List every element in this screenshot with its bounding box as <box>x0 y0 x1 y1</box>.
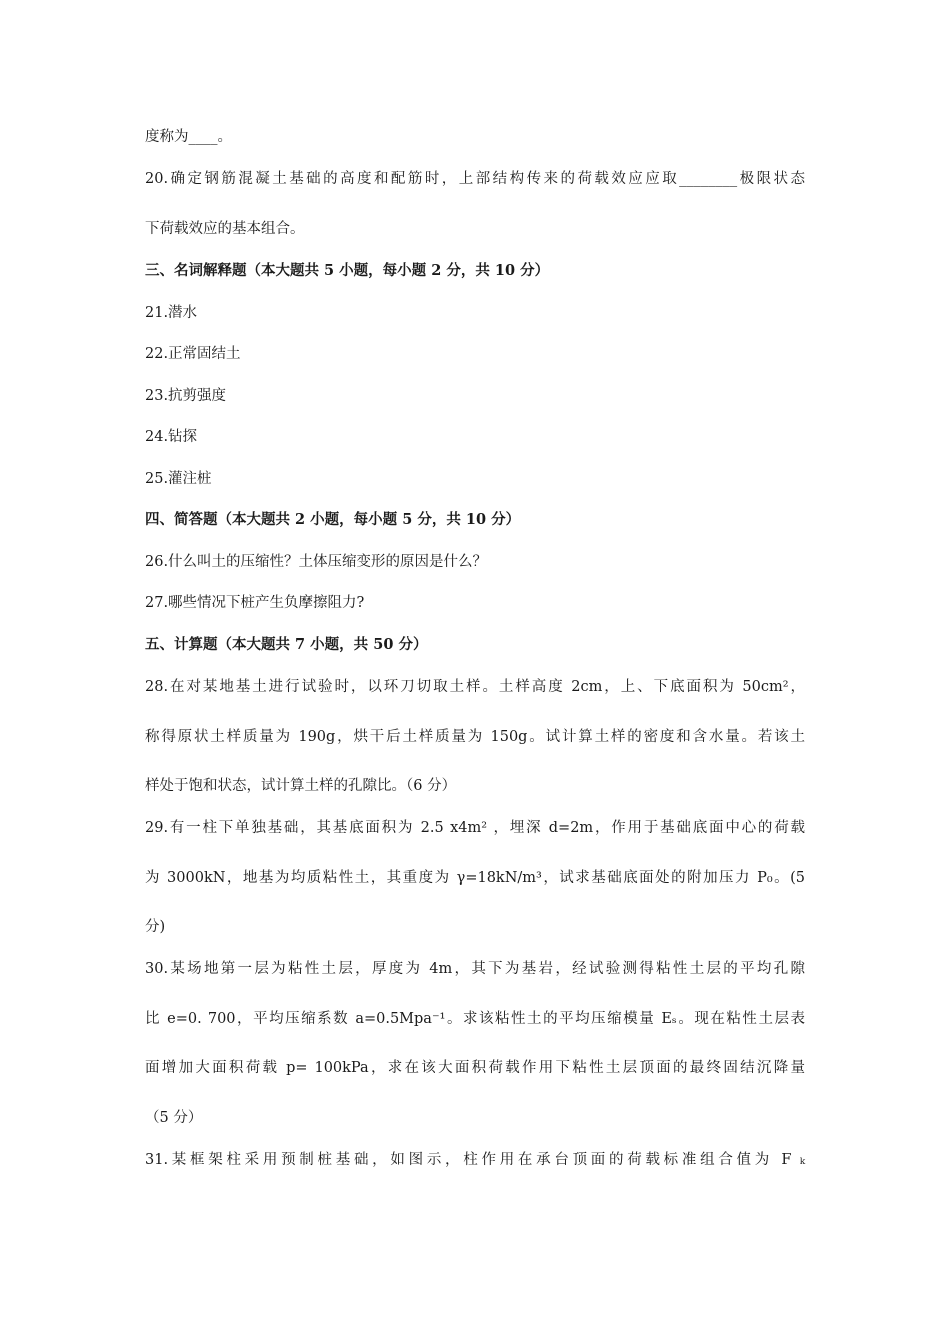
text-line: 样处于饱和状态，试计算土样的孔隙比。（6 分） <box>145 778 457 794</box>
question-28: 28.在对某地基土进行试验时，以环刀切取土样。土样高度 2cm，上、下底面积为 50cm²， <box>145 679 805 695</box>
section-heading-3: 三、名词解释题（本大题共 5 小题，每小题 2 分，共 10 分） <box>145 262 550 279</box>
text-line: 下荷载效应的基本组合。 <box>145 221 305 237</box>
question-27: 27.哪些情况下桩产生负摩擦阻力? <box>145 595 365 611</box>
text-line: 为 3000kN，地基为均质粘性土，其重度为 γ=18kN/m³，试求基础底面处的附加压力 P₀。(5 <box>145 870 805 886</box>
text-line: 称得原状土样质量为 190g，烘干后土样质量为 150g。试计算土样的密度和含水量。若该土 <box>145 729 805 745</box>
text-line: 度称为____。 <box>145 129 232 145</box>
question-25: 25.灌注桩 <box>145 471 212 487</box>
question-30: 30.某场地第一层为粘性土层，厚度为 4m，其下为基岩，经试验测得粘性土层的平均孔隙 <box>145 961 805 977</box>
text-line: （5 分） <box>145 1110 203 1126</box>
text-line: 比 e=0. 700，平均压缩系数 a=0.5Mpa⁻¹。求该粘性土的平均压缩模量 Eₛ。现在粘性土层表 <box>145 1011 805 1027</box>
question-24: 24.钻探 <box>145 429 198 445</box>
question-21: 21.潜水 <box>145 305 198 321</box>
question-22: 22.正常固结土 <box>145 346 241 362</box>
section-heading-5: 五、计算题（本大题共 7 小题，共 50 分） <box>145 636 428 653</box>
question-20: 20.确定钢筋混凝土基础的高度和配筋时，上部结构传来的荷载效应应取________极限状态 <box>145 171 805 187</box>
question-26: 26.什么叫土的压缩性？土体压缩变形的原因是什么？ <box>145 554 488 570</box>
text-line: 分) <box>145 919 166 935</box>
text-line: 面增加大面积荷载 p= 100kPa，求在该大面积荷载作用下粘性土层顶面的最终固结沉降量 <box>145 1060 805 1076</box>
question-29: 29.有一柱下单独基础，其基底面积为 2.5 x4m² ，埋深 d=2m，作用于基础底面中心的荷载 <box>145 820 805 836</box>
section-heading-4: 四、简答题（本大题共 2 小题，每小题 5 分，共 10 分） <box>145 511 521 528</box>
question-31: 31.某框架柱采用预制桩基础，如图示，柱作用在承台顶面的荷载标准组合值为 F ₖ <box>145 1152 805 1168</box>
question-23: 23.抗剪强度 <box>145 388 227 404</box>
